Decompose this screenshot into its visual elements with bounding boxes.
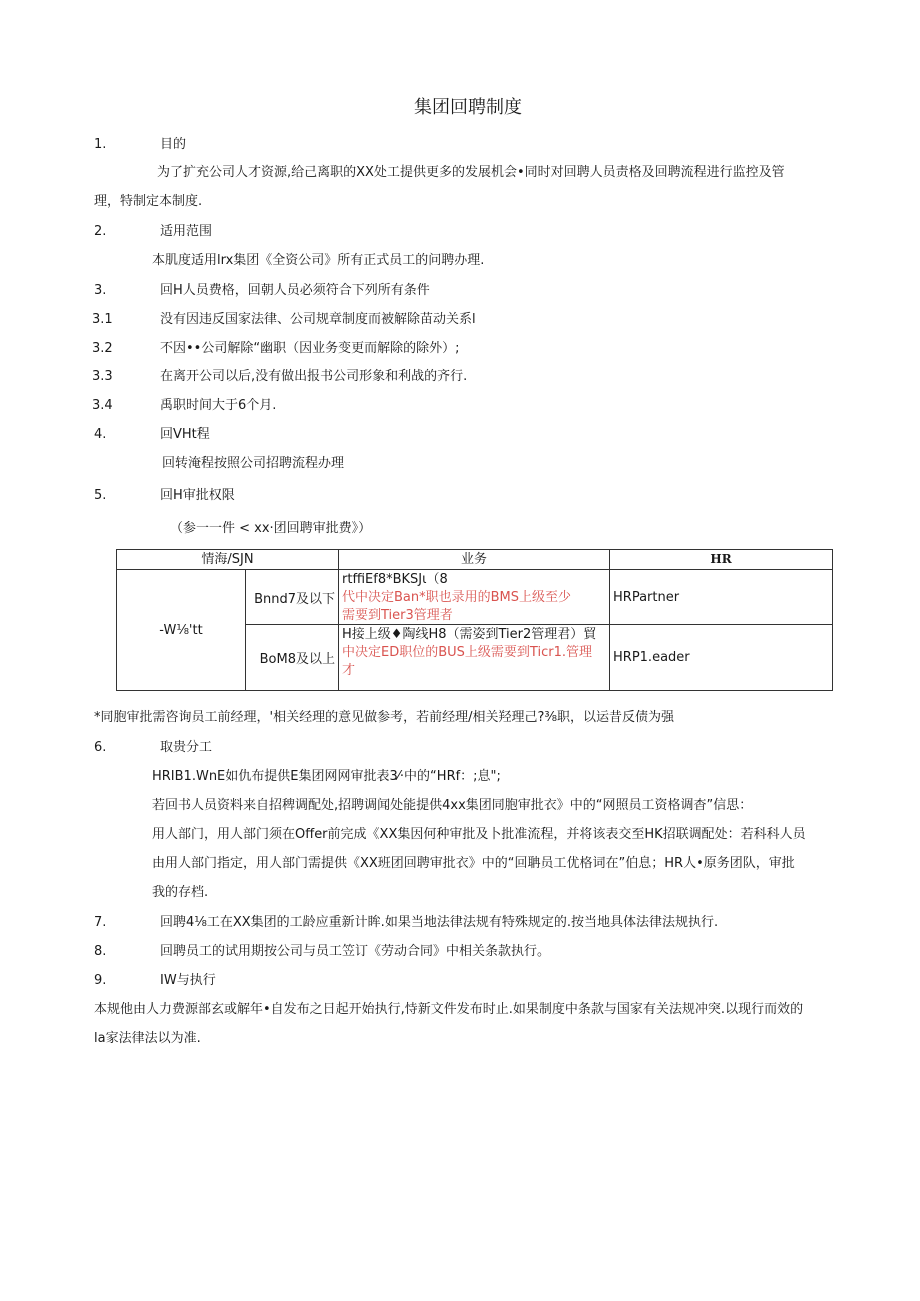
header-level: 情海/SJN	[117, 550, 339, 570]
row-1-business	[339, 570, 610, 625]
section-6-number: 6.	[94, 740, 107, 755]
row-2-business-line-1	[342, 626, 606, 644]
header-hr: HR	[610, 550, 833, 570]
section-6-paragraph-2: 若回书人员资料来自招稗调配处,招聘调闻处能提供4xx集团同胞审批衣》中的“网照员工资格调杳”信思：	[152, 798, 753, 813]
section-9-number: 9.	[94, 973, 107, 988]
section-8-number: 8.	[94, 944, 107, 959]
section-3-number: 3.	[94, 283, 107, 298]
section-3-2-number: 3.2	[92, 341, 113, 356]
section-3-1-number: 3.1	[92, 312, 113, 327]
section-5-heading: 回H审批权限	[160, 488, 235, 503]
section-1-number: 1.	[94, 137, 107, 152]
approval-authority-table	[116, 549, 833, 691]
row-2-level: BoM8及以上	[246, 625, 339, 691]
section-3-3-text: 在离开公司以后,没有做出报书公司形象和利战的齐行.	[160, 369, 468, 384]
row-1-hr: HRPartner	[610, 570, 833, 625]
row-2-business-line-3: 才	[342, 662, 356, 678]
section-3-3-number: 3.3	[92, 369, 113, 384]
row-2-business	[339, 625, 610, 691]
section-9-paragraph-line-1: 本规他由人力费源部玄或解年•自发布之日起开始执行,恃新文件发布时止.如果制度中条款与国家有关法规冲突.以现行而效的	[94, 1002, 804, 1017]
section-2-paragraph: 本肌度适用lrx集团《全资公司》所有正式员工的问聘办理.	[152, 253, 485, 268]
row-1-level: Bnnd7及以下	[246, 570, 339, 625]
page-title: 集团回聘制度	[414, 97, 522, 118]
section-3-4-number: 3.4	[92, 398, 113, 413]
section-7-text: 回聘4⅛工在XX集团的工龄应重新计眸.如果当地法律法规有特殊规定的.按当地具体法律法规执行.	[160, 915, 719, 930]
row-1-business-line-3: 需要到Tier3管理者	[342, 607, 453, 623]
section-4-heading: 回VHt程	[160, 427, 210, 442]
section-9-heading: IW与执行	[160, 973, 216, 988]
section-6-paragraph-3-line-2: 由用人部门指定，用人部门需提供《XX班团回聘审批衣》中的“回聃员工优格词在”伯息；HR人•原务团队，审批	[152, 856, 795, 871]
section-1-heading: 目的	[160, 137, 187, 152]
row-1-business-line-1: rtffiEf8*BKSJι（8	[342, 571, 448, 587]
section-2-heading: 适用范围	[160, 224, 213, 239]
table-footnote: *同胞审批需咨询员工前经理，'相关经理的意见做参考，若前经理/相关羟理己?⅜职，以运昔反债为强	[94, 710, 674, 725]
section-6-paragraph-3-line-1: 用人部门，用人部门须在Offer前完成《XX集因何种审批及卜批准流程，并将该表交至HK招联调配处：若科科人员	[152, 827, 806, 842]
section-5-reference: （参一一件 < xx·团回聘审批费》）	[170, 521, 372, 536]
table-row	[117, 570, 833, 625]
row-1-business-line-2: 代中决定Ban*职也录用的BMS上级至少	[342, 589, 572, 605]
row-1-business-lines	[342, 571, 606, 624]
section-3-heading: 回H人员费格，回朝人员必须符合下列所有条件	[160, 283, 430, 298]
section-6-paragraph-1: HRIB1.WnE如仇布提供E集团网网审批表3⁄·中的“HRf：;息";	[152, 769, 501, 784]
row-2-business-line-2: 中决定ED职位的BUS上级需要到Ticr1.管理	[342, 644, 592, 660]
section-1-paragraph-line-1: 为了扩充公司人才资源,给己离职的XX处工提供更多的发展机会•同时对回聘人员责格及回聘流程进行监控及管	[157, 165, 785, 180]
section-4-paragraph: 回转淹程按照公司招聘流程办理	[162, 456, 345, 471]
section-9-paragraph-line-2: la家法律法以为准.	[94, 1031, 201, 1046]
section-3-4-text: 禹职时间大于6个月.	[160, 398, 277, 413]
row-2-hr: HRP1.eader	[610, 625, 833, 691]
row-2-business-lines	[342, 626, 606, 690]
row-group-label: -W⅛'tt	[117, 570, 246, 691]
header-business: 业务	[339, 550, 610, 570]
section-6-paragraph-3-line-3: 我的存档.	[152, 885, 209, 900]
section-8-text: 回聘员工的试用期按公司与员工笠订《劳动合同》中相关条款执行。	[160, 944, 551, 959]
row-2-business-line-1-text: H接上级♦陶线H8（需姿到Tier2管理君）貿	[342, 626, 597, 642]
section-3-2-text: 不因••公司解除“幽职（因业务变更而解除的除外）;	[160, 341, 460, 356]
section-4-number: 4.	[94, 427, 107, 442]
section-7-number: 7.	[94, 915, 107, 930]
section-3-1-text: 没有因违反国家法律、公司规章制度而被解除苗动关系l	[160, 312, 476, 327]
section-5-number: 5.	[94, 488, 107, 503]
section-1-paragraph-line-2: 理，特制定本制度.	[94, 194, 203, 209]
section-2-number: 2.	[94, 224, 107, 239]
table-header-row	[117, 550, 833, 570]
section-6-heading: 取贵分工	[160, 740, 213, 755]
